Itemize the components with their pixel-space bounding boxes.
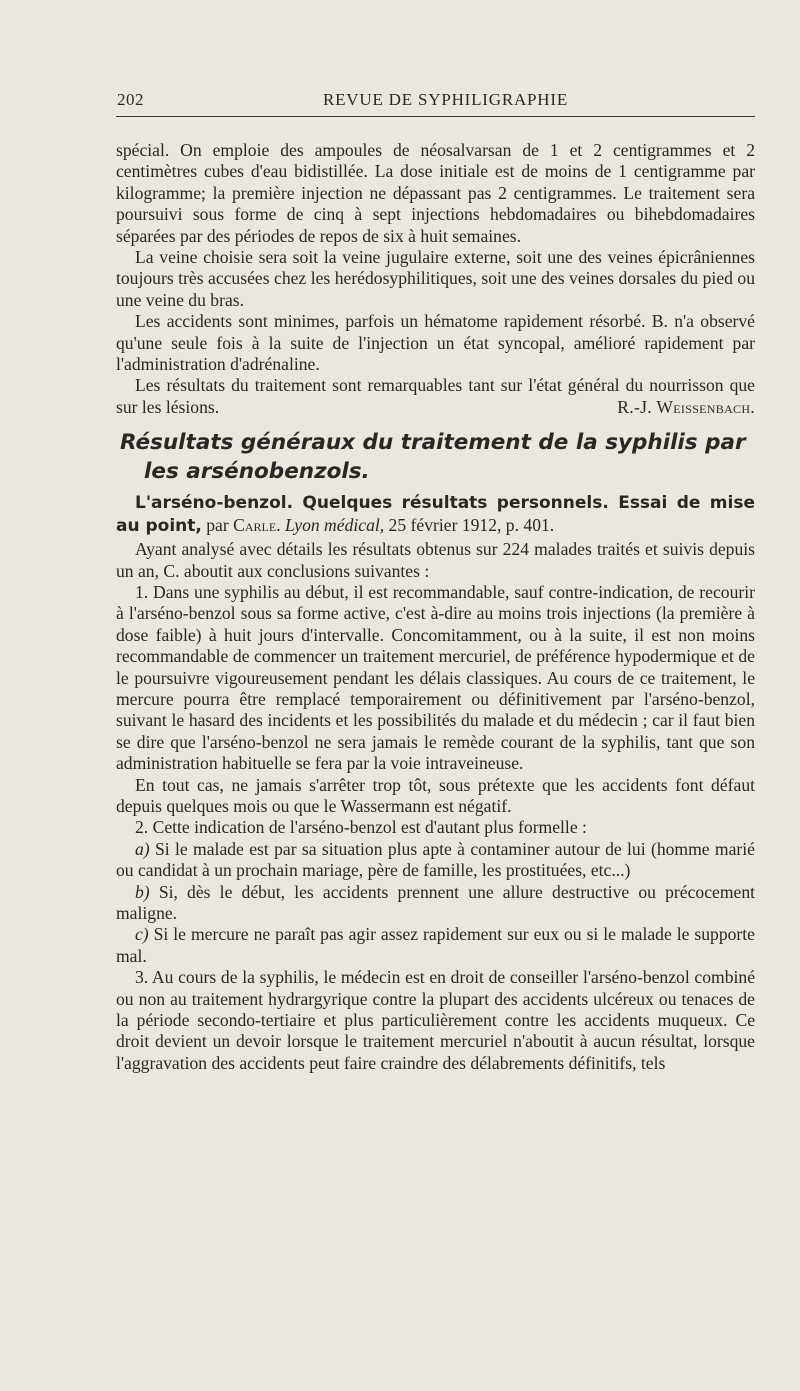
- reference-author: Carle.: [233, 514, 281, 535]
- section-title-line-1: Résultats généraux du traitement de la syphilis par: [120, 430, 746, 456]
- body-text: [116, 140, 755, 1074]
- reference-details: 25 février 1912, p. 401.: [384, 514, 555, 535]
- paragraph: spécial. On emploie des ampoules de néosalvarsan de 1 et 2 centigrammes et 2 centimètres cubes d'eau bidistillée. La dose initiale est de moins de 1 centigramme par kilogramme; la première injection ne dépassant pas 2 centigrammes. Le traitement sera poursuivi sous forme de cinq à sept injections hebdomadaires ou bihebdomadaires séparées par des périodes de repos de six à huit semaines.: [116, 140, 755, 246]
- page-number: 202: [117, 90, 144, 109]
- paragraph-text: Les résultats du traitement sont remarquables tant sur l'état général du nourrisson que sur les lésions.: [116, 375, 755, 417]
- bibliographic-reference: [116, 492, 755, 537]
- list-item: [116, 924, 755, 967]
- list-item: [116, 882, 755, 925]
- list-item: [116, 839, 755, 882]
- journal-title: REVUE DE SYPHILIGRAPHIE: [322, 90, 569, 109]
- list-text: Si, dès le début, les accidents prennent une allure destructive ou précocement maligne.: [116, 881, 755, 923]
- paragraph: La veine choisie sera soit la veine jugulaire externe, soit une des veines épicrâniennes toujours très accusées chez les herédosyphilitiques, soit une des veines dorsales du pied ou une veine du bras.: [116, 247, 755, 310]
- list-marker: b): [135, 881, 150, 902]
- section-title-line-2: les arsénobenzols.: [144, 459, 370, 485]
- paragraph-with-signature: [116, 375, 755, 418]
- reference-title: L'arséno-benzol. Quelques résultats personnels. Essai de mise au point,: [116, 493, 755, 536]
- section-title: [116, 428, 755, 486]
- list-marker: a): [135, 838, 150, 859]
- author-signature: R.-J. Weissenbach.: [617, 396, 755, 417]
- paragraph: 1. Dans une syphilis au début, il est recommandable, sauf contre-indication, de recourir à l'arséno-benzol sous sa forme active, c'est à-dire au moins trois injections (la première à dose faible) à huit jours d'intervalle. Concomitamment, ou à la suite, il est non moins recommandable de commencer un traitement mercuriel, de préférence hypodermique et de le poursuivre vigoureusement pendant les délais classiques. Au cours de ce traitement, le mercure pourra être remplacé temporairement ou définitivement par l'arséno-benzol, suivant le hasard des incidents et les possibilités du malade et du médecin ; car il faut bien se dire que l'arséno-benzol ne sera jamais le remède courant de la syphilis, tant que son administration habituelle se fera par la voie intraveineuse.: [116, 581, 755, 774]
- paragraph: En tout cas, ne jamais s'arrêter trop tôt, sous prétexte que les accidents font défaut depuis quelques mois ou que le Wassermann est négatif.: [116, 774, 755, 816]
- reference-journal: Lyon médical,: [285, 514, 385, 535]
- paragraph: Ayant analysé avec détails les résultats obtenus sur 224 malades traités et suivis depuis un an, C. aboutit aux conclusions suivantes :: [116, 539, 755, 581]
- paragraph: 3. Au cours de la syphilis, le médecin est en droit de conseiller l'arséno-benzol combiné ou non au traitement hydrargyrique contre la plupart des accidents ulcéreux ou tenaces de la période secondo-tertiaire et plus particulièrement contre les accidents muqueux. Ce droit devient un devoir lorsque le traitement mercuriel n'aboutit à aucun résultat, lorsque l'aggravation des accidents peut faire craindre des délabrements définitifs, tels: [116, 967, 755, 1073]
- reference-by: par: [201, 514, 234, 535]
- list-text: Si le mercure ne paraît pas agir assez rapidement sur eux ou si le malade le supporte mal.: [116, 924, 755, 966]
- running-head: [116, 86, 755, 117]
- paragraph: Les accidents sont minimes, parfois un hématome rapidement résorbé. B. n'a observé qu'une seule fois à la suite de l'injection un état syncopal, amélioré rapidement par l'administration d'adrénaline.: [116, 311, 755, 375]
- list-text: Si le malade est par sa situation plus apte à contaminer autour de lui (homme marié ou candidat à un prochain mariage, père de famille, les prostituées, etc...): [116, 838, 755, 881]
- list-marker: c): [135, 924, 149, 945]
- paragraph: 2. Cette indication de l'arséno-benzol est d'autant plus formelle :: [135, 817, 587, 838]
